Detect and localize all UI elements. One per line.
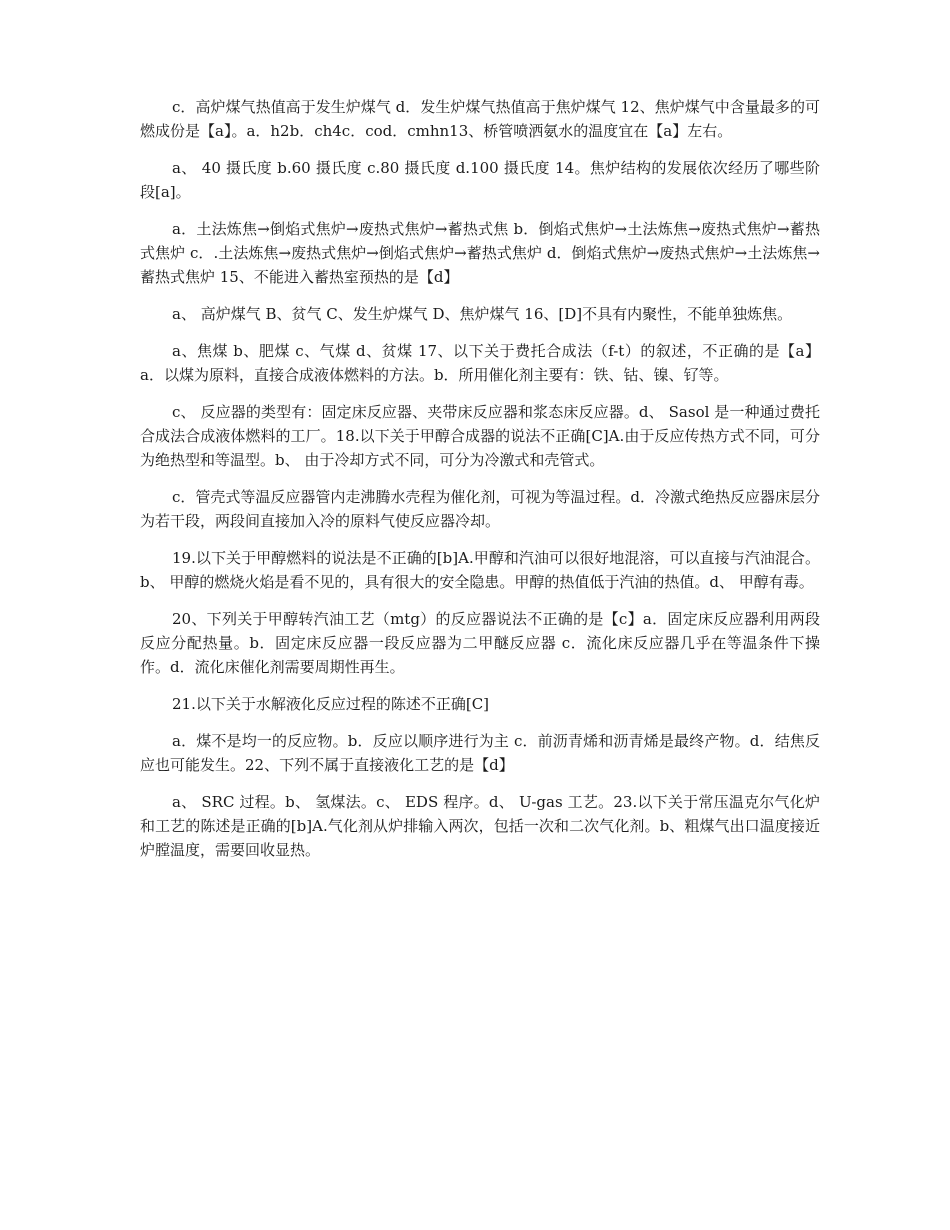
paragraph-6: c、 反应器的类型有：固定床反应器、夹带床反应器和浆态床反应器。d、 Sasol 是一种通过费托合成法合成液体燃料的工厂。18.以下关于甲醇合成器的说法不正确[C]A.由于反应传热方式不同，可分为绝热型和等温型。b、 由于冷却方式不同，可分为冷激式和壳管式。 [140, 403, 820, 469]
paragraph-12: a、 SRC 过程。b、 氢煤法。c、 EDS 程序。d、 U-gas 工艺。23.以下关于常压温克尔气化炉和工艺的陈述是正确的[b]A.气化剂从炉排输入两次，包括一次和二次气化剂。b、粗煤气出口温度接近炉膛温度，需要回收显热。 [140, 793, 820, 859]
paragraph-4: a、 高炉煤气 B、贫气 C、发生炉煤气 D、焦炉煤气 16、[D]不具有内聚性，不能单独炼焦。 [172, 305, 793, 323]
paragraph-1: c．高炉煤气热值高于发生炉煤气 d．发生炉煤气热值高于焦炉煤气 12、焦炉煤气中含量最多的可燃成份是【a】。a．h2b．ch4c．cod．cmhn13、桥管喷洒氨水的温度宜在【a】左右。 [140, 98, 820, 140]
paragraph-7: c．管壳式等温反应器管内走沸腾水壳程为催化剂，可视为等温过程。d．冷激式绝热反应器床层分为若干段，两段间直接加入冷的原料气使反应器冷却。 [140, 488, 821, 530]
paragraph-11: a．煤不是均一的反应物。b．反应以顺序进行为主 c．前沥青烯和沥青烯是最终产物。d．结焦反应也可能发生。22、下列不属于直接液化工艺的是【d】 [140, 732, 820, 774]
document-body [140, 95, 820, 875]
paragraph-10: 21.以下关于水解液化反应过程的陈述不正确[C] [172, 695, 490, 713]
paragraph-3: a．土法炼焦→倒焰式焦炉→废热式焦炉→蓄热式焦 b．倒焰式焦炉→土法炼焦→废热式焦炉→蓄热式焦炉 c．.土法炼焦→废热式焦炉→倒焰式焦炉→蓄热式焦炉 d．倒焰式焦炉→废热式焦炉→土法炼焦→蓄热式焦炉 15、不能进入蓄热室预热的是【d】 [140, 220, 820, 286]
paragraph-8: 19.以下关于甲醇燃料的说法是不正确的[b]A.甲醇和汽油可以很好地混溶，可以直接与汽油混合。b、 甲醇的燃烧火焰是看不见的，具有很大的安全隐患。甲醇的热值低于汽油的热值。d、 甲醇有毒。 [140, 549, 820, 591]
paragraph-5: a、焦煤 b、肥煤 c、气煤 d、贫煤 17、以下关于费托合成法（f-t）的叙述，不正确的是【a】a．以煤为原料，直接合成液体燃料的方法。b．所用催化剂主要有：铁、钴、镍、钌等。 [140, 342, 820, 384]
paragraph-2: a、 40 摄氏度 b.60 摄氏度 c.80 摄氏度 d.100 摄氏度 14。焦炉结构的发展依次经历了哪些阶段[a]。 [140, 159, 820, 201]
paragraph-9: 20、下列关于甲醇转汽油工艺（mtg）的反应器说法不正确的是【c】a．固定床反应器利用两段反应分配热量。b．固定床反应器一段反应器为二甲醚反应器 c．流化床反应器几乎在等温条件下操作。d．流化床催化剂需要周期性再生。 [140, 610, 820, 676]
